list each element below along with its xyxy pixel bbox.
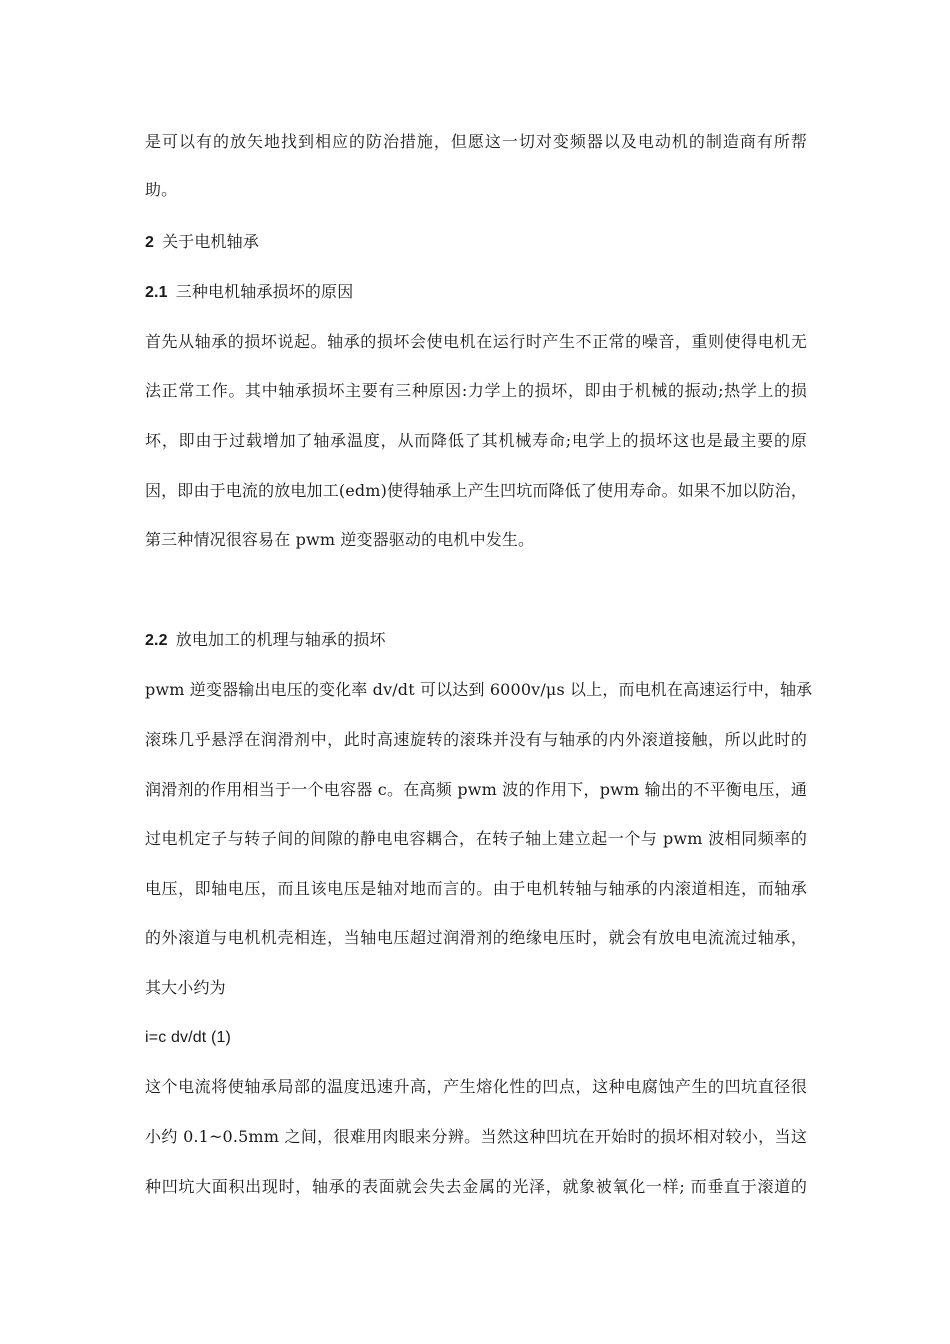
paragraph-line: 过电机定子与转子间的间隙的静电电容耦合，在转子轴上建立起一个与 pwm 波相同频率的 [145,829,807,848]
paragraph-line: 助。 [145,180,178,199]
paragraph-line: 小约 0.1~0.5mm 之间，很难用肉眼来分辨。当然这种凹坑在开始时的损坏相对较小，当这 [145,1127,807,1146]
paragraph-line: 因，即由于电流的放电加工(edm)使得轴承上产生凹坑而降低了使用寿命。如果不加以防治， [145,481,807,500]
paragraph-line: 其大小约为 [145,978,226,997]
paragraph-line: 是可以有的放矢地找到相应的防治措施，但愿这一切对变频器以及电动机的制造商有所帮 [145,132,807,151]
formula-1: i=c dv/dt (1) [145,1029,231,1046]
paragraph-line: 这个电流将使轴承局部的温度迅速升高，产生熔化性的凹点，这种电腐蚀产生的凹坑直径很 [145,1077,807,1096]
paragraph-line: 电压，即轴电压，而且该电压是轴对地而言的。由于电机转轴与轴承的内滚道相连，而轴承 [145,879,807,898]
section-title: 放电加工的机理与轴承的损坏 [175,630,386,649]
paragraph-line: 法正常工作。其中轴承损坏主要有三种原因:力学上的损坏，即由于机械的振动;热学上的损 [145,381,807,400]
section-title: 三种电机轴承损坏的原因 [175,282,354,301]
paragraph-line: 坏，即由于过载增加了轴承温度，从而降低了其机械寿命;电学上的损坏这也是最主要的原 [145,431,807,450]
section-heading-2-2 [145,629,807,652]
paragraph-line: 润滑剂的作用相当于一个电容器 c。在高频 pwm 波的作用下，pwm 输出的不平衡电压，通 [145,780,807,799]
section-heading-2 [145,231,807,254]
section-number: 2 [145,234,155,251]
paragraph-line: 滚珠几乎悬浮在润滑剂中，此时高速旋转的滚珠并没有与轴承的内外滚道接触，所以此时的 [145,730,807,749]
paragraph-line: pwm 逆变器输出电压的变化率 dv/dt 可以达到 6000v/μs 以上，而电机在高速运行中，轴承 [145,680,813,699]
section-title: 关于电机轴承 [162,232,259,251]
paragraph-line: 首先从轴承的损坏说起。轴承的损坏会使电机在运行时产生不正常的噪音，重则使得电机无 [145,332,807,351]
paragraph-line: 种凹坑大面积出现时，轴承的表面就会失去金属的光泽，就象被氧化一样; 而垂直于滚道的 [145,1177,807,1196]
section-heading-2-1 [145,281,807,304]
section-number: 2.2 [145,632,168,649]
paragraph-line: 第三种情况很容易在 pwm 逆变器驱动的电机中发生。 [145,530,535,549]
section-number: 2.1 [145,284,168,301]
paragraph-line: 的外滚道与电机机壳相连，当轴电压超过润滑剂的绝缘电压时，就会有放电电流流过轴承， [145,928,807,947]
